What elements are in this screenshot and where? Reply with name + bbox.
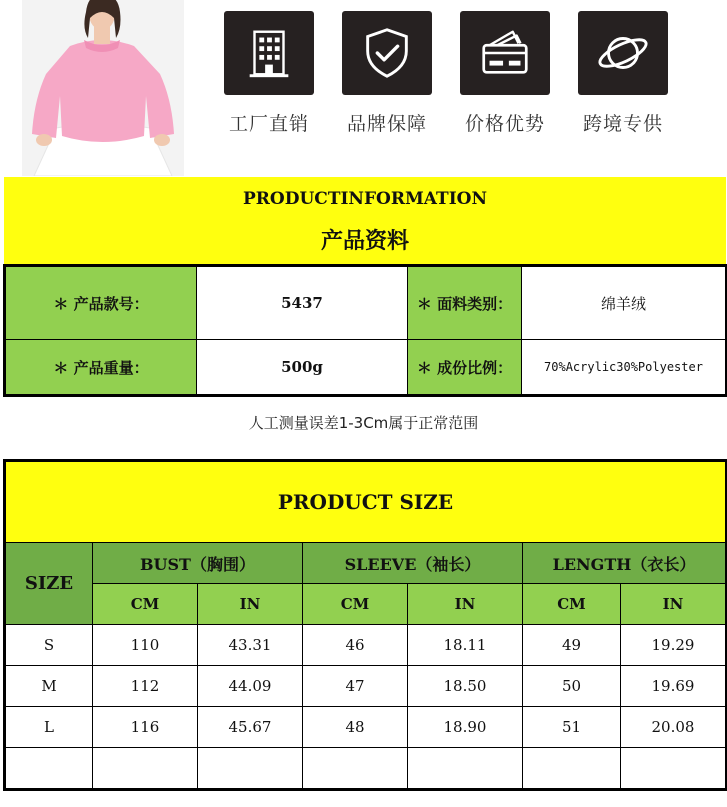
size-cell: M — [5, 666, 93, 707]
feature-label: 价格优势 — [464, 113, 545, 135]
unit-header: IN — [408, 584, 523, 625]
unit-header: CM — [303, 584, 408, 625]
table-row — [5, 707, 727, 748]
shield-check-icon — [358, 24, 416, 82]
size-table-title: PRODUCT SIZE — [5, 461, 727, 543]
weight-value: 500g — [197, 340, 408, 396]
feature-label: 品牌保障 — [346, 113, 427, 135]
feature-tile — [460, 11, 550, 95]
size-cell: S — [5, 625, 93, 666]
value-cell: 50 — [523, 666, 621, 707]
factory-building-icon — [240, 24, 298, 82]
wallet-cards-icon — [476, 24, 534, 82]
table-row — [5, 748, 727, 790]
feature-factory-direct — [223, 11, 315, 136]
table-row — [5, 625, 727, 666]
feature-brand-guarantee — [341, 11, 433, 136]
composition-label: ＊ 成份比例： — [408, 340, 522, 396]
value-cell — [408, 748, 523, 790]
value-cell: 110 — [93, 625, 198, 666]
value-cell — [303, 748, 408, 790]
value-cell — [198, 748, 303, 790]
value-cell — [621, 748, 727, 790]
feature-label: 跨境专供 — [582, 113, 663, 135]
header-banner — [0, 0, 727, 176]
value-cell: 19.29 — [621, 625, 727, 666]
feature-cross-border — [577, 11, 669, 136]
composition-value: 70%Acrylic30%Polyester — [522, 340, 727, 396]
unit-header: CM — [523, 584, 621, 625]
info-row — [5, 340, 727, 396]
value-cell: 46 — [303, 625, 408, 666]
unit-header: CM — [93, 584, 198, 625]
feature-tile — [578, 11, 668, 95]
size-cell — [5, 748, 93, 790]
weight-label: ＊ 产品重量： — [5, 340, 197, 396]
value-cell — [93, 748, 198, 790]
feature-tile — [342, 11, 432, 95]
style-number-label: ＊ 产品款号： — [5, 266, 197, 340]
value-cell: 116 — [93, 707, 198, 748]
value-cell: 43.31 — [198, 625, 303, 666]
feature-price-advantage — [459, 11, 551, 136]
value-cell: 45.67 — [198, 707, 303, 748]
info-title-en: PRODUCTINFORMATION — [243, 189, 487, 209]
info-row — [5, 266, 727, 340]
table-row — [5, 666, 727, 707]
unit-header: IN — [198, 584, 303, 625]
length-header: LENGTH（衣长） — [523, 543, 727, 584]
measurement-note: 人工测量误差1-3Cm属于正常范围 — [248, 414, 479, 432]
sleeve-header: SLEEVE（袖长） — [303, 543, 523, 584]
feature-label: 工厂直销 — [228, 113, 309, 135]
value-cell: 18.11 — [408, 625, 523, 666]
model-illustration — [22, 0, 184, 176]
value-cell: 49 — [523, 625, 621, 666]
product-size-table — [3, 459, 727, 791]
fabric-type-value: 绵羊绒 — [522, 266, 727, 340]
value-cell: 112 — [93, 666, 198, 707]
size-unit-header-row — [5, 584, 727, 625]
size-group-header-row — [5, 543, 727, 584]
value-cell: 20.08 — [621, 707, 727, 748]
value-cell: 47 — [303, 666, 408, 707]
value-cell: 18.50 — [408, 666, 523, 707]
feature-tile — [224, 11, 314, 95]
size-title-row — [5, 461, 727, 543]
unit-header: IN — [621, 584, 727, 625]
size-column-header: SIZE — [5, 543, 93, 625]
info-title-zh: 产品资料 — [320, 228, 409, 254]
value-cell: 51 — [523, 707, 621, 748]
size-cell: L — [5, 707, 93, 748]
value-cell: 48 — [303, 707, 408, 748]
planet-icon — [594, 24, 652, 82]
product-information-header — [4, 177, 726, 264]
bust-header: BUST（胸围） — [93, 543, 303, 584]
value-cell: 18.90 — [408, 707, 523, 748]
model-photo — [22, 0, 184, 176]
value-cell — [523, 748, 621, 790]
value-cell: 44.09 — [198, 666, 303, 707]
value-cell: 19.69 — [621, 666, 727, 707]
product-info-table — [3, 264, 727, 397]
style-number-value: 5437 — [197, 266, 408, 340]
fabric-type-label: ＊ 面料类别： — [408, 266, 522, 340]
